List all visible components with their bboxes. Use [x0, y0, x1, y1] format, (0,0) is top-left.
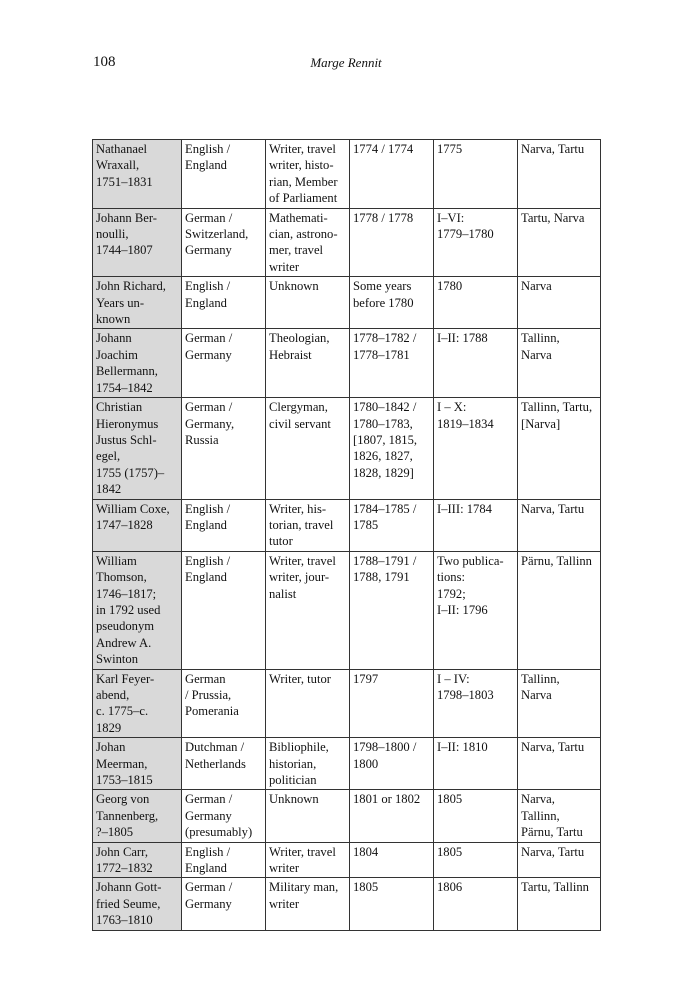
- occupation-cell: Unknown: [266, 277, 350, 329]
- travellers-table: [92, 139, 601, 931]
- table-row: [93, 842, 601, 878]
- nationality-cell: German / Germany, Russia: [182, 398, 266, 499]
- publication-cell: I–III: 1784: [434, 499, 518, 551]
- name-cell: Christian Hieronymus Justus Schl- egel, 1755 (1757)– 1842: [93, 398, 182, 499]
- table-row: [93, 878, 601, 930]
- places-cell: Narva, Tartu: [518, 499, 601, 551]
- stay-cell: 1797: [350, 669, 434, 738]
- publication-cell: 1780: [434, 277, 518, 329]
- stay-cell: 1798–1800 / 1800: [350, 738, 434, 790]
- occupation-cell: Bibliophile, historian, politician: [266, 738, 350, 790]
- stay-cell: 1780–1842 / 1780–1783, [1807, 1815, 1826, 1827, 1828, 1829]: [350, 398, 434, 499]
- nationality-cell: German / Germany: [182, 329, 266, 398]
- table-row: [93, 790, 601, 842]
- occupation-cell: Clergyman, civil servant: [266, 398, 350, 499]
- nationality-cell: English / England: [182, 277, 266, 329]
- places-cell: Narva, Tartu: [518, 140, 601, 209]
- table-row: [93, 208, 601, 277]
- name-cell: John Carr, 1772–1832: [93, 842, 182, 878]
- occupation-cell: Unknown: [266, 790, 350, 842]
- occupation-cell: Writer, tutor: [266, 669, 350, 738]
- page-number: 108: [93, 54, 116, 70]
- places-cell: Tallinn, Narva: [518, 329, 601, 398]
- table-row: [93, 277, 601, 329]
- occupation-cell: Military man, writer: [266, 878, 350, 930]
- nationality-cell: English / England: [182, 551, 266, 669]
- publication-cell: I–VI: 1779–1780: [434, 208, 518, 277]
- table-row: [93, 329, 601, 398]
- occupation-cell: Writer, travel writer: [266, 842, 350, 878]
- places-cell: Narva, Tartu: [518, 842, 601, 878]
- table-body: [93, 140, 601, 931]
- stay-cell: 1801 or 1802: [350, 790, 434, 842]
- places-cell: Tartu, Tallinn: [518, 878, 601, 930]
- stay-cell: 1804: [350, 842, 434, 878]
- name-cell: Georg von Tannenberg, ?–1805: [93, 790, 182, 842]
- name-cell: William Thomson, 1746–1817; in 1792 used pseudonym Andrew A. Swinton: [93, 551, 182, 669]
- publication-cell: I – IV: 1798–1803: [434, 669, 518, 738]
- occupation-cell: Writer, travel writer, histo- rian, Member of Parliament: [266, 140, 350, 209]
- publication-cell: I – X: 1819–1834: [434, 398, 518, 499]
- nationality-cell: English / England: [182, 842, 266, 878]
- stay-cell: 1778 / 1778: [350, 208, 434, 277]
- name-cell: Johann Ber- noulli, 1744–1807: [93, 208, 182, 277]
- stay-cell: 1788–1791 / 1788, 1791: [350, 551, 434, 669]
- occupation-cell: Mathemati- cian, astrono- mer, travel writer: [266, 208, 350, 277]
- stay-cell: 1805: [350, 878, 434, 930]
- stay-cell: 1774 / 1774: [350, 140, 434, 209]
- name-cell: Johann Joachim Bellermann, 1754–1842: [93, 329, 182, 398]
- nationality-cell: Dutchman / Netherlands: [182, 738, 266, 790]
- publication-cell: 1775: [434, 140, 518, 209]
- occupation-cell: Theologian, Hebraist: [266, 329, 350, 398]
- table-row: [93, 669, 601, 738]
- name-cell: Karl Feyer- abend, c. 1775–c. 1829: [93, 669, 182, 738]
- nationality-cell: English / England: [182, 499, 266, 551]
- publication-cell: 1806: [434, 878, 518, 930]
- nationality-cell: German / Germany: [182, 878, 266, 930]
- table-row: [93, 398, 601, 499]
- stay-cell: Some years before 1780: [350, 277, 434, 329]
- name-cell: Johann Gott- fried Seume, 1763–1810: [93, 878, 182, 930]
- name-cell: John Richard, Years un- known: [93, 277, 182, 329]
- places-cell: Tallinn, Narva: [518, 669, 601, 738]
- places-cell: Narva, Tartu: [518, 738, 601, 790]
- publication-cell: I–II: 1788: [434, 329, 518, 398]
- running-head: Marge Rennit: [310, 55, 382, 70]
- name-cell: William Coxe, 1747–1828: [93, 499, 182, 551]
- stay-cell: 1784–1785 / 1785: [350, 499, 434, 551]
- table-row: [93, 738, 601, 790]
- publication-cell: 1805: [434, 842, 518, 878]
- table-row: [93, 499, 601, 551]
- nationality-cell: German / Germany (presumably): [182, 790, 266, 842]
- name-cell: Johan Meerman, 1753–1815: [93, 738, 182, 790]
- nationality-cell: German / Switzerland, Germany: [182, 208, 266, 277]
- places-cell: Narva: [518, 277, 601, 329]
- publication-cell: I–II: 1810: [434, 738, 518, 790]
- places-cell: Pärnu, Tallinn: [518, 551, 601, 669]
- table-row: [93, 551, 601, 669]
- nationality-cell: German / Prussia, Pomerania: [182, 669, 266, 738]
- occupation-cell: Writer, his- torian, travel tutor: [266, 499, 350, 551]
- occupation-cell: Writer, travel writer, jour- nalist: [266, 551, 350, 669]
- stay-cell: 1778–1782 / 1778–1781: [350, 329, 434, 398]
- publication-cell: Two publica- tions: 1792; I–II: 1796: [434, 551, 518, 669]
- places-cell: Narva, Tallinn, Pärnu, Tartu: [518, 790, 601, 842]
- publication-cell: 1805: [434, 790, 518, 842]
- places-cell: Tartu, Narva: [518, 208, 601, 277]
- table-row: [93, 140, 601, 209]
- nationality-cell: English / England: [182, 140, 266, 209]
- places-cell: Tallinn, Tartu, [Narva]: [518, 398, 601, 499]
- name-cell: Nathanael Wraxall, 1751–1831: [93, 140, 182, 209]
